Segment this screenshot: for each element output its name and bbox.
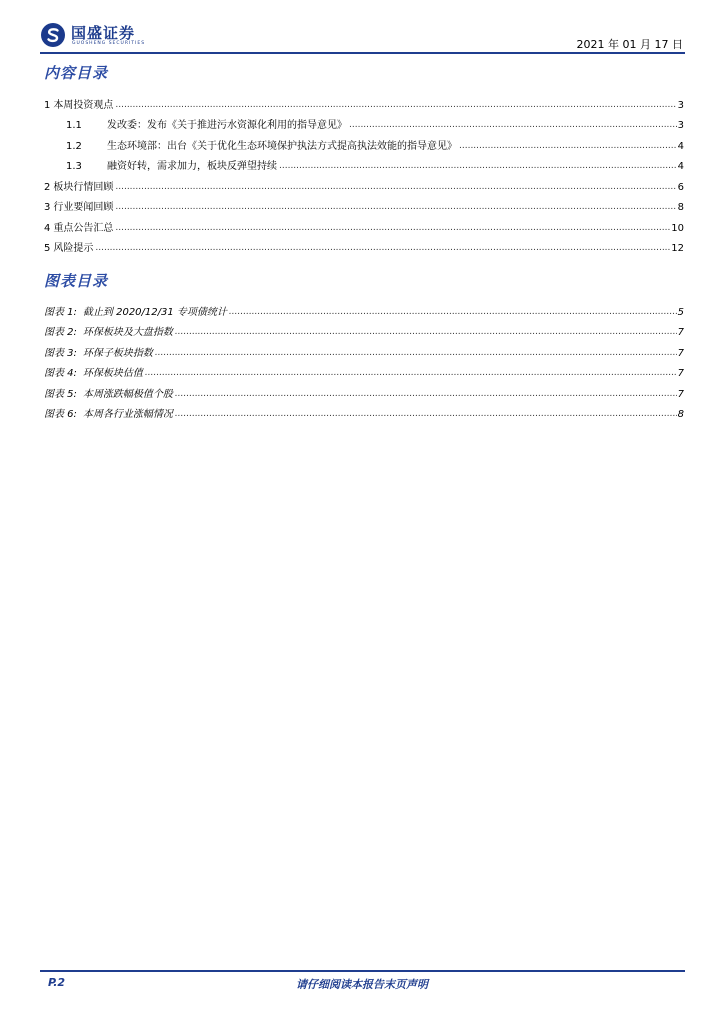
- toc-entry-number: 5: [44, 243, 51, 254]
- figures-title: 图表目录: [44, 272, 109, 290]
- figure-entry-number: 图表 6:: [44, 409, 77, 420]
- toc-entry-number: 1.2: [66, 140, 82, 152]
- toc-entry[interactable]: [44, 154, 684, 175]
- figure-entry[interactable]: [44, 361, 684, 382]
- footer-disclaimer: 请仔细阅读本报告末页声明: [296, 978, 428, 991]
- logo-mark-icon: [40, 22, 66, 48]
- figure-dot-leader: [175, 326, 677, 338]
- toc-entry[interactable]: [44, 215, 684, 236]
- toc-dot-leader: [115, 181, 676, 193]
- toc-dot-leader: [115, 99, 676, 111]
- toc-entry-label: 重点公告汇总: [53, 222, 114, 234]
- toc-entry-number: 3: [44, 202, 51, 213]
- toc-entry-number: 1.3: [66, 161, 82, 172]
- figure-dot-leader: [155, 347, 677, 359]
- toc-entry-page: 6: [677, 181, 684, 193]
- figure-entry-label: 截止到 2020/12/31 专项债统计: [82, 306, 227, 318]
- page-header: [40, 18, 685, 52]
- figure-dot-leader: [175, 408, 677, 420]
- figure-entry[interactable]: [44, 340, 684, 361]
- logo-text: 国盛证券: [71, 24, 136, 42]
- toc-entry-label: 风险提示: [53, 243, 94, 254]
- toc-dot-leader: [279, 160, 677, 172]
- figure-entry-page: 7: [677, 388, 684, 400]
- figure-entry-page: 7: [677, 327, 684, 338]
- figure-entry-number: 图表 1:: [44, 306, 77, 318]
- toc-entry-page: 12: [671, 243, 684, 254]
- toc-entry-page: 8: [677, 202, 684, 213]
- toc-entry-number: 1: [44, 99, 51, 111]
- figure-entry-label: 本周涨跌幅极值个股: [82, 388, 173, 400]
- toc-entry-label: 行业要闻回顾: [53, 202, 114, 213]
- toc-entry-number: 4: [44, 222, 51, 234]
- figure-entry-number: 图表 3:: [44, 347, 77, 359]
- company-logo: [40, 20, 170, 50]
- toc-title: 内容目录: [44, 64, 109, 82]
- toc-dot-leader: [115, 201, 676, 213]
- figure-entry-page: 8: [677, 409, 684, 420]
- figure-entry-label: 本周各行业涨幅情况: [82, 409, 173, 420]
- toc-entry[interactable]: [44, 92, 684, 113]
- figure-entry[interactable]: [44, 381, 684, 402]
- figure-entry-page: 7: [677, 347, 684, 359]
- toc-entry[interactable]: [44, 195, 684, 216]
- toc-entry[interactable]: [44, 236, 684, 257]
- toc-entry-page: 4: [677, 140, 684, 152]
- logo-subtext: GUOSHENG SECURITIES: [72, 41, 146, 46]
- figures-list: [44, 299, 684, 422]
- toc-entry[interactable]: [44, 113, 684, 134]
- header-divider: [40, 52, 685, 54]
- toc-entry[interactable]: [44, 133, 684, 154]
- figure-entry-page: 7: [677, 368, 684, 379]
- toc-dot-leader: [349, 119, 677, 131]
- toc-dot-leader: [459, 140, 677, 152]
- figure-entry-label: 环保子板块指数: [82, 347, 153, 359]
- footer-divider: [40, 970, 685, 972]
- report-date: 2021 年 01 月 17 日: [576, 38, 683, 51]
- figure-entry-number: 图表 2:: [44, 327, 77, 338]
- figure-entry[interactable]: [44, 299, 684, 320]
- figure-dot-leader: [229, 306, 677, 318]
- toc-entry[interactable]: [44, 174, 684, 195]
- toc-entry-number: 2: [44, 181, 51, 193]
- toc-dot-leader: [115, 222, 670, 234]
- toc-entry-page: 3: [677, 99, 684, 111]
- toc-entry-page: 3: [677, 120, 684, 131]
- toc-list: [44, 92, 684, 256]
- figure-entry[interactable]: [44, 402, 684, 423]
- toc-entry-number: 1.1: [66, 120, 82, 131]
- toc-entry-page: 4: [677, 161, 684, 172]
- toc-entry-label: 融资好转，需求加力，板块反弹望持续: [107, 161, 277, 172]
- figure-entry-page: 5: [677, 306, 684, 318]
- toc-entry-label: 生态环境部：出台《关于优化生态环境保护执法方式提高执法效能的指导意见》: [107, 140, 457, 152]
- figure-entry[interactable]: [44, 320, 684, 341]
- toc-entry-label: 板块行情回顾: [53, 181, 114, 193]
- figure-entry-label: 环保板块估值: [82, 368, 143, 379]
- figure-entry-label: 环保板块及大盘指数: [82, 327, 173, 338]
- toc-entry-label: 本周投资观点: [53, 99, 114, 111]
- figure-dot-leader: [145, 367, 677, 379]
- toc-dot-leader: [95, 242, 670, 254]
- footer-page-number: P.2: [48, 976, 66, 989]
- toc-entry-label: 发改委：发布《关于推进污水资源化利用的指导意见》: [107, 120, 347, 131]
- figure-entry-number: 图表 4:: [44, 368, 77, 379]
- figure-dot-leader: [175, 388, 677, 400]
- figure-entry-number: 图表 5:: [44, 388, 77, 400]
- toc-entry-page: 10: [671, 222, 684, 234]
